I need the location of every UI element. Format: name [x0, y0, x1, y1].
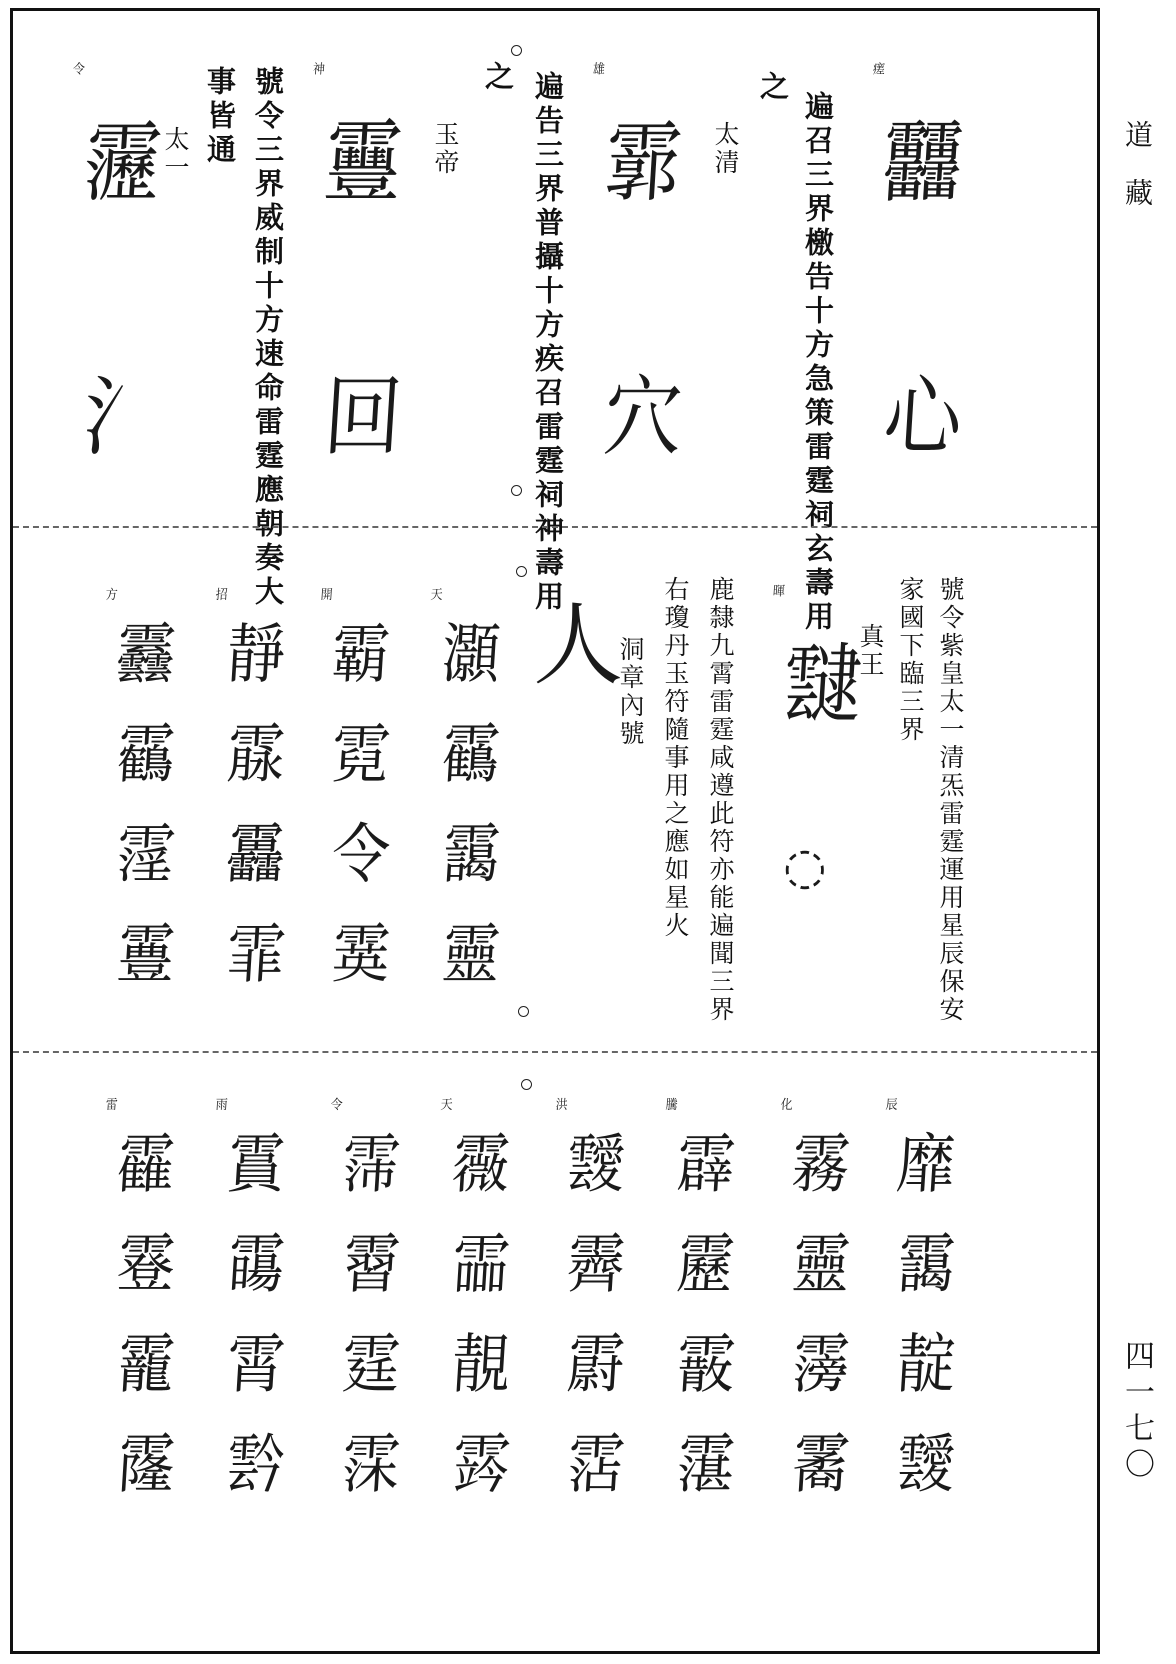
seal-column-2-2 [423, 586, 519, 1011]
seal-glyph: 霱 [789, 1425, 853, 1503]
seal-glyph: 開 霸 [320, 586, 393, 693]
circle-mark [518, 1006, 529, 1017]
seal-glyph: 霏 [224, 915, 288, 993]
seal-glyph: 天 灝 [430, 586, 503, 693]
circle-mark [521, 1079, 532, 1090]
seal-glyph: 雨 霣 [215, 1096, 288, 1203]
seal-glyph: 霫 [339, 1225, 403, 1303]
text-column: 玉帝 [431, 121, 460, 177]
text-column: 右瓊丹玉符隨事用之應如星火 [661, 576, 690, 940]
text-column: 號令三界威制十方速命雷霆應朝奏大 [251, 66, 285, 610]
seal-glyph: 霆 [339, 1325, 403, 1403]
seal-glyph: 回 [320, 367, 406, 469]
seal-column-1-2 [583, 60, 703, 507]
seal-column-2-3 [313, 586, 409, 1011]
seal-glyph: 辰 靡 [885, 1096, 958, 1203]
seal-glyph: 霰 [674, 1325, 738, 1403]
seal-glyph: 霷 [224, 1225, 288, 1303]
circle-mark [516, 566, 527, 577]
seal-column-2-4 [208, 586, 304, 1011]
margin-title: 道藏 [1121, 120, 1154, 236]
text-column: 太一 [161, 126, 190, 182]
seal-glyph: 人 [533, 593, 623, 698]
seal-glyph: 靈 [439, 915, 503, 993]
text-column: 之 [756, 71, 790, 105]
seal-glyph: 天 霺 [440, 1096, 513, 1203]
seal-glyph: 霮 [674, 1425, 738, 1503]
seal-column-3-6 [323, 1096, 419, 1521]
seal-glyph: 靐 [224, 815, 288, 893]
seal-column-3-1 [878, 1096, 974, 1521]
seal-column-3-8 [98, 1096, 194, 1521]
seal-glyph: 霝 [449, 1225, 513, 1303]
seal-glyph: 靉 [894, 1425, 958, 1503]
seal-glyph: 霂 [339, 1425, 403, 1503]
seal-glyph: 靇 [114, 1325, 178, 1403]
seal-glyph: 靈 [789, 1225, 853, 1303]
seal-glyph: 霓 [329, 715, 393, 793]
text-column: 之 [481, 61, 515, 95]
seal-glyph: 暉 靆 [772, 582, 866, 737]
seal-glyph: 騰 霹 [665, 1096, 738, 1203]
seal-glyph: 穴 [600, 367, 686, 469]
seal-column-1-3 [303, 60, 423, 507]
section-divider [13, 526, 1097, 528]
seal-glyph: 霑 [564, 1425, 628, 1503]
seal-glyph: 令 靋 [72, 60, 166, 215]
seal-glyph: 神 靊 [312, 60, 406, 215]
seal-glyph: 方 䨺 [105, 586, 178, 693]
seal-column-2-1 [763, 582, 883, 775]
circle-mark [511, 485, 522, 496]
seal-glyph: 霒 [224, 1425, 288, 1503]
seal-column-3-7 [208, 1096, 304, 1521]
seal-glyph: 招 靜 [215, 586, 288, 693]
text-column: 號令紫皇太一清炁雷霆運用星辰保安 [936, 576, 965, 1024]
seal-glyph: ◌ [783, 837, 827, 895]
seal-glyph: 霡 [224, 715, 288, 793]
seal-glyph: 霙 [329, 915, 393, 993]
seal-column-3-5 [433, 1096, 529, 1521]
seal-glyph: 霶 [789, 1325, 853, 1403]
text-column: 家國下臨三界 [896, 576, 925, 744]
seal-glyph: 靍 [439, 715, 503, 793]
seal-glyph: 霯 [114, 1225, 178, 1303]
seal-glyph: 霠 [449, 1425, 513, 1503]
seal-glyph: 靄 [894, 1225, 958, 1303]
seal-column-3-4 [548, 1096, 644, 1521]
seal-glyph: 霨 [564, 1325, 628, 1403]
seal-glyph: 靄 [439, 815, 503, 893]
circle-mark [511, 45, 522, 56]
text-column: 事皆通 [203, 66, 237, 168]
seal-glyph: 化 霧 [780, 1096, 853, 1203]
text-column: 鹿隸九霄雷霆咸遵此符亦能遍聞三界 [706, 576, 735, 1024]
page-frame [10, 8, 1100, 1654]
seal-glyph: 靛 [894, 1325, 958, 1403]
seal-glyph: 霄 [224, 1325, 288, 1403]
seal-glyph: 雷 靃 [105, 1096, 178, 1203]
seal-glyph: 雄 霩 [592, 60, 686, 215]
seal-glyph: 靏 [114, 715, 178, 793]
seal-glyph: 心 [880, 367, 966, 469]
text-column: 遍告三界普攝十方疾召雷霆祠神壽用 [531, 71, 565, 615]
seal-glyph: 洪 靉 [555, 1096, 628, 1203]
seal-glyph: 霽 [564, 1225, 628, 1303]
text-column: 太清 [711, 121, 740, 177]
seal-glyph: 氵 [80, 367, 166, 469]
seal-glyph: 令 [329, 815, 393, 893]
seal-glyph: 靚 [449, 1325, 513, 1403]
seal-glyph: 霪 [114, 815, 178, 893]
seal-column-1-1 [863, 60, 983, 507]
seal-column-1-4 [63, 60, 183, 507]
seal-glyph: 霻 [114, 915, 178, 993]
seal-glyph: 靂 [674, 1225, 738, 1303]
section-divider [13, 1051, 1097, 1053]
page-number: 四一七〇 [1119, 1340, 1154, 1484]
seal-column-3-2 [773, 1096, 869, 1521]
seal-glyph: 令 霈 [330, 1096, 403, 1203]
seal-glyph: 霳 [114, 1425, 178, 1503]
seal-glyph: 瘥 䨻 [872, 60, 966, 215]
seal-column-2-5 [98, 586, 194, 1011]
text-column: 遍召三界檄告十方急策雷霆祠玄壽用 [801, 91, 835, 635]
seal-column-3-3 [658, 1096, 754, 1521]
text-column: 洞章內號 [616, 636, 645, 748]
text-column: 真王 [856, 623, 885, 679]
